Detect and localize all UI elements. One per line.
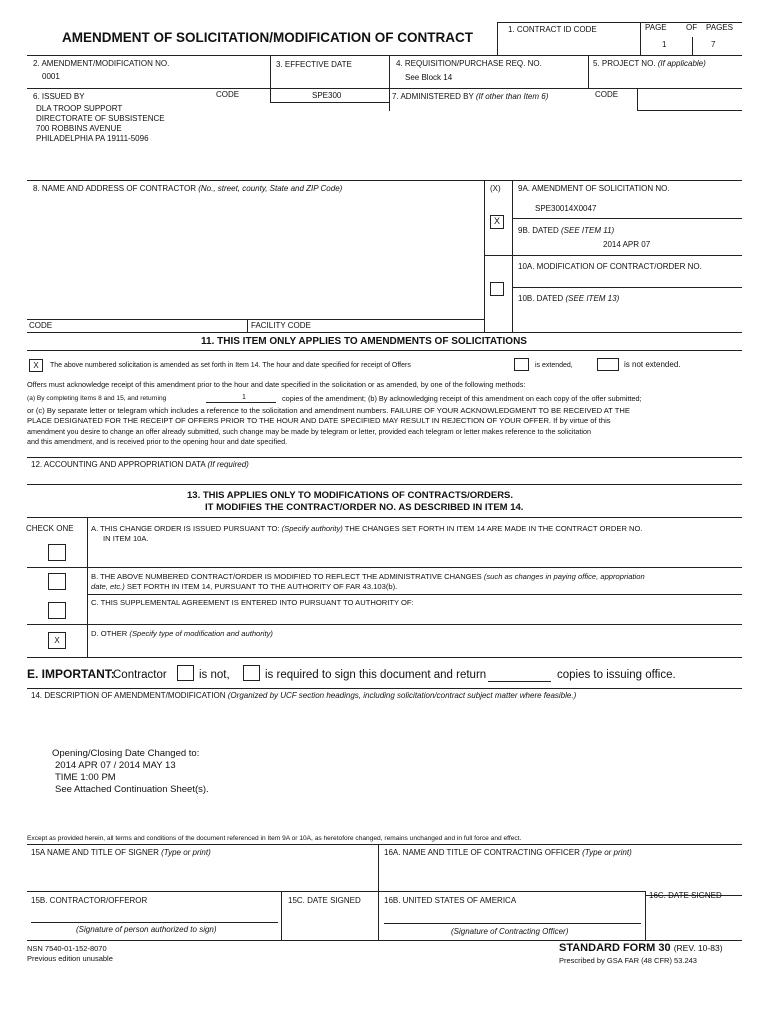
sec13-a-line1	[91, 524, 643, 534]
sec13-b-text2: SET FORTH IN ITEM 14, PURSUANT TO THE AUTHORITY OF FAR 43.103(b).	[126, 582, 398, 591]
block5-label-italic: (If applicable)	[657, 59, 706, 68]
is-not-label: is not,	[199, 669, 230, 681]
footer-standard-form	[559, 942, 723, 955]
block7-label	[392, 92, 548, 102]
rule-sec13-b-c	[87, 594, 742, 595]
block9b-label-italic: (SEE ITEM 11)	[560, 226, 615, 235]
solicitation-amended-checkbox[interactable]: X	[29, 359, 43, 372]
divider-2-3	[270, 55, 271, 88]
sec11-line6: amendment you desire to change an offer already submitted, such change may be made by telegram or letter, provided each telegram or letter makes reference to the solicitation	[27, 427, 591, 436]
block3-label: 3. EFFECTIVE DATE	[276, 60, 352, 69]
sec13-d-italic: (Specify type of modification and authority)	[129, 629, 273, 638]
check-one-divider	[87, 517, 88, 657]
not-extended-label: is not extended.	[624, 360, 681, 369]
block7-code-underline	[637, 110, 742, 111]
sec13-c-text: C. THIS SUPPLEMENTAL AGREEMENT IS ENTERED INTO PURSUANT TO AUTHORITY OF:	[91, 598, 414, 607]
is-not-checkbox[interactable]	[177, 665, 194, 681]
block2-value: 0001	[42, 72, 60, 81]
contracting-officer-signature-line[interactable]	[384, 923, 641, 924]
sec11-copies-value: 1	[242, 394, 246, 401]
block6-code-value: SPE300	[312, 91, 342, 100]
rule-sec13-title-bottom	[27, 517, 742, 518]
sec13-a-text: A. THIS CHANGE ORDER IS ISSUED PURSUANT TO:	[91, 524, 280, 533]
form-title: AMENDMENT OF SOLICITATION/MODIFICATION OF CONTRACT	[62, 30, 473, 45]
rule-10a-10b	[512, 287, 742, 288]
sec11-line1: The above numbered solicitation is amended as set forth in Item 14. The hour and date specified for receipt of Offers	[50, 362, 411, 369]
rule-block12-top	[27, 457, 742, 458]
block16a-label-text: 16A. NAME AND TITLE OF CONTRACTING OFFICER	[384, 848, 580, 857]
block8-label	[33, 184, 342, 194]
rule-block15-top	[27, 844, 742, 845]
section13-title-2: IT MODIFIES THE CONTRACT/ORDER NO. AS DESCRIBED IN ITEM 14.	[205, 502, 524, 513]
block7-label-italic: (If other than Item 6)	[475, 92, 549, 101]
copies-label: copies to issuing office.	[557, 669, 676, 681]
divider-15b-15c	[281, 891, 282, 940]
rule-code-row	[27, 319, 485, 320]
contractor-signature-caption: (Signature of person authorized to sign)	[76, 925, 217, 934]
sec11-line7: and this amendment, and is received prior to the opening hour and date specified.	[27, 437, 288, 446]
issuer-line-2: DIRECTORATE OF SUBSISTENCE	[36, 114, 165, 123]
rule-block12-bottom	[27, 484, 742, 485]
block14-label	[31, 691, 576, 701]
block1-label: 1. CONTRACT ID CODE	[508, 25, 597, 34]
block9b-label	[518, 226, 614, 236]
block14-line-2: 2014 APR 07 / 2014 MAY 13	[55, 760, 176, 771]
block9a-label: 9A. AMENDMENT OF SOLICITATION NO.	[518, 184, 670, 193]
block7-label-text: 7. ADMINISTERED BY	[392, 92, 474, 101]
x-column-divider	[512, 180, 513, 332]
block6-code-underline	[270, 102, 389, 103]
pages-divider	[692, 37, 693, 55]
footer-sf-title: STANDARD FORM 30	[559, 942, 671, 954]
is-required-checkbox[interactable]	[243, 665, 260, 681]
copies-return-field[interactable]	[488, 681, 551, 682]
rule-row2-top	[27, 55, 742, 56]
block10-checkbox[interactable]	[490, 282, 504, 296]
block14-label-text: 14. DESCRIPTION OF AMENDMENT/MODIFICATION	[31, 691, 226, 700]
rule-block15b-top	[27, 891, 645, 892]
block9b-label-text: 9B. DATED	[518, 226, 559, 235]
divider-16b-16c	[645, 891, 646, 940]
pages-value: 7	[711, 40, 716, 49]
pages-label: PAGES	[706, 23, 733, 32]
sec11-line4: or (c) By separate letter or telegram which includes a reference to the solicitation and amendment numbers. FAILURE OF YOUR ACKNOWLEDGMENT TO BE RECEIVED AT THE	[27, 406, 630, 415]
sec13-d-checkbox[interactable]: X	[48, 632, 66, 649]
sec13-b-line1	[91, 572, 645, 582]
block4-value: See Block 14	[405, 73, 453, 82]
block9-checkbox[interactable]: X	[490, 215, 504, 229]
page-value: 1	[662, 40, 667, 49]
block8-label-italic: (No., street, county, State and ZIP Code)	[198, 184, 343, 193]
section13-title-1: 13. THIS APPLIES ONLY TO MODIFICATIONS OF CONTRACTS/ORDERS.	[187, 490, 514, 501]
footer-previous: Previous edition unusable	[27, 954, 113, 963]
sec13-c-checkbox[interactable]	[48, 602, 66, 619]
divider-4-5	[588, 55, 589, 88]
block7-code-label: CODE	[595, 90, 619, 99]
block15a-label-text: 15A NAME AND TITLE OF SIGNER	[31, 848, 159, 857]
rule-9-10	[484, 255, 742, 256]
divider-15-16	[378, 844, 379, 940]
important-contractor: Contractor	[113, 669, 167, 681]
footer-prescribed: Prescribed by GSA FAR (48 CFR) 53.243	[559, 956, 697, 965]
block10b-label-text: 10B. DATED	[518, 294, 564, 303]
sec13-b-italic: (such as changes in paying office, appropriation	[483, 572, 645, 581]
rule-sec11-title-bottom	[27, 350, 742, 351]
sec11-line3a: (a) By completing Items 8 and 15, and returning	[27, 395, 167, 402]
block14-line-4: See Attached Continuation Sheet(s).	[55, 784, 209, 795]
sec11-line5: PLACE DESIGNATED FOR THE RECEIPT OF OFFERS PRIOR TO THE HOUR AND DATE SPECIFIED MAY RESULT IN REJECTION OF YOUR OFFER. If by virtue of this	[27, 416, 611, 425]
sec13-a-text2: THE CHANGES SET FORTH IN ITEM 14 ARE MADE IN THE CONTRACT ORDER NO.	[344, 524, 643, 533]
block6-code-label: CODE	[216, 90, 240, 99]
rule-sec11-top	[27, 332, 742, 333]
rule-footer-top	[27, 940, 742, 941]
rule-9a-9b	[512, 218, 742, 219]
block14-line-3: TIME 1:00 PM	[55, 772, 116, 783]
sec13-a-line2: IN ITEM 10A.	[103, 534, 149, 543]
sec13-b-italic2: date, etc.)	[91, 582, 125, 591]
is-required-label: is required to sign this document and return	[265, 669, 487, 681]
rule-row8-top	[27, 180, 742, 181]
rule-row6-top	[27, 88, 742, 89]
x-column-label: (X)	[490, 184, 501, 193]
footer-nsn: NSN 7540-01-152-8070	[27, 944, 107, 953]
block14-label-italic: (Organized by UCF section headings, including solicitation/contract subject matter where feasible.)	[227, 691, 577, 700]
facility-code-label: FACILITY CODE	[251, 321, 311, 330]
of-label: OF	[686, 23, 698, 32]
block15c-label: 15C. DATE SIGNED	[288, 896, 361, 905]
important-label: E. IMPORTANT:	[27, 667, 115, 681]
rule-sec13-a-b	[27, 567, 742, 568]
rule-important-top	[27, 657, 742, 658]
sec13-b-line2	[91, 582, 397, 592]
block2-label: 2. AMENDMENT/MODIFICATION NO.	[33, 59, 170, 68]
block5-label	[593, 59, 706, 69]
sec11-copies-underline	[206, 402, 276, 403]
page-divider	[640, 22, 641, 55]
header-divider	[497, 22, 498, 55]
block15b-label: 15B. CONTRACTOR/OFFEROR	[31, 896, 148, 905]
contractor-code-label: CODE	[29, 321, 53, 330]
rule-sec13-c-d	[27, 624, 742, 625]
issuer-line-1: DLA TROOP SUPPORT	[36, 104, 123, 113]
block9b-value: 2014 APR 07	[603, 240, 651, 249]
block15a-label-italic: (Type or print)	[161, 848, 211, 857]
contracting-officer-signature-caption: (Signature of Contracting Officer)	[451, 927, 569, 936]
block7-code-divider	[637, 88, 638, 110]
divider-3-4	[389, 55, 390, 111]
footer-rev: (REV. 10-83)	[673, 943, 723, 953]
block16b-label: 16B. UNITED STATES OF AMERICA	[384, 896, 517, 905]
block10a-label: 10A. MODIFICATION OF CONTRACT/ORDER NO.	[518, 262, 702, 271]
code-facility-divider	[247, 319, 248, 332]
section11-title: 11. THIS ITEM ONLY APPLIES TO AMENDMENTS OF SOLICITATIONS	[201, 336, 527, 347]
issuer-line-3: 700 ROBBINS AVENUE	[36, 124, 122, 133]
block12-label	[31, 460, 249, 470]
sec11-line2: Offers must acknowledge receipt of this amendment prior to the hour and date specified in the solicitation or as amended, by one of the following methods:	[27, 380, 526, 389]
is-extended-label: is extended,	[535, 362, 573, 369]
sec13-d-text: D. OTHER	[91, 629, 128, 638]
block6-code-divider	[270, 88, 271, 102]
block4-label: 4. REQUISITION/PURCHASE REQ. NO.	[396, 59, 542, 68]
contractor-signature-line[interactable]	[31, 922, 278, 923]
block6-label: 6. ISSUED BY	[33, 92, 85, 101]
block14-line-1: Opening/Closing Date Changed to:	[52, 748, 200, 759]
block16a-label	[384, 848, 632, 858]
except-text: Except as provided herein, all terms and conditions of the document referenced in Item 9A or 10A, as heretofore changed, remains unchanged and in full force and effect.	[27, 835, 522, 842]
block10b-label-italic: (SEE ITEM 13)	[565, 294, 620, 303]
block16c-label: 16C. DATE SIGNED	[649, 891, 722, 900]
block12-label-italic: (If required)	[207, 460, 249, 469]
sec13-b-checkbox[interactable]	[48, 573, 66, 590]
block8-label-text: 8. NAME AND ADDRESS OF CONTRACTOR	[33, 184, 196, 193]
block15a-label	[31, 848, 211, 858]
block12-label-text: 12. ACCOUNTING AND APPROPRIATION DATA	[31, 460, 206, 469]
sec13-d-line	[91, 629, 273, 639]
sec13-b-text: B. THE ABOVE NUMBERED CONTRACT/ORDER IS MODIFIED TO REFLECT THE ADMINISTRATIVE CHANGES	[91, 572, 482, 581]
page-label: PAGE	[645, 23, 667, 32]
is-extended-checkbox[interactable]	[514, 358, 529, 371]
check-one-label: CHECK ONE	[26, 524, 74, 533]
sec11-line3b: copies of the amendment; (b) By acknowledging receipt of this amendment on each copy of the offer submitted;	[282, 394, 642, 403]
sec13-a-italic: (Specify authority)	[281, 524, 343, 533]
block9a-value: SPE30014X0047	[535, 204, 597, 213]
divider-8-9	[484, 180, 485, 332]
rule-block14-top	[27, 688, 742, 689]
not-extended-checkbox[interactable]	[597, 358, 619, 371]
block16a-label-italic: (Type or print)	[582, 848, 632, 857]
block5-label-text: 5. PROJECT NO.	[593, 59, 656, 68]
sec13-a-checkbox[interactable]	[48, 544, 66, 561]
issuer-line-4: PHILADELPHIA PA 19111-5096	[36, 134, 149, 143]
block10b-label	[518, 294, 619, 304]
